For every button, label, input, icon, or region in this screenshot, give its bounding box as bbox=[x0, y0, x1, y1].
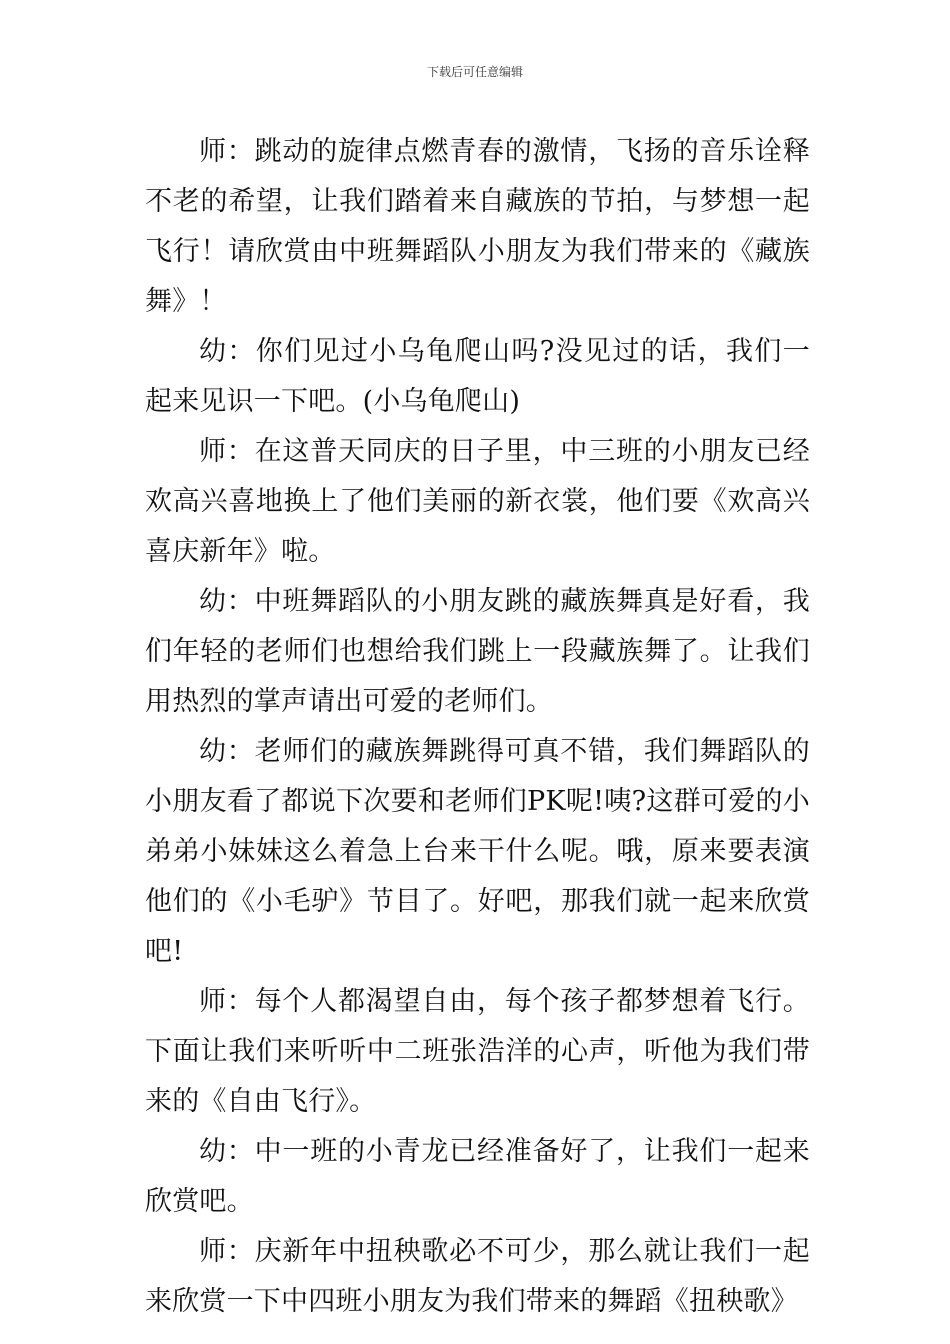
paragraph-7: 幼：中一班的小青龙已经准备好了，让我们一起来欣赏吧。 bbox=[145, 1136, 810, 1217]
paragraph-6: 师：每个人都渴望自由，每个孩子都梦想着飞行。下面让我们来听听中二班张浩洋的心声，听他为我们带来的《自由飞行》。 bbox=[145, 986, 810, 1117]
page-header: 下载后可任意编辑 bbox=[426, 65, 523, 79]
paragraph-4: 幼：中班舞蹈队的小朋友跳的藏族舞真是好看，我们年轻的老师们也想给我们跳上一段藏族舞了。让我们用热烈的掌声请出可爱的老师们。 bbox=[145, 586, 810, 717]
paragraph-8: 师：庆新年中扭秧歌必不可少，那么就让我们一起来欣赏一下中四班小朋友为我们带来的舞蹈《扭秧歌》 bbox=[145, 1236, 810, 1317]
paragraph-1: 师：跳动的旋律点燃青春的激情，飞扬的音乐诠释不老的希望，让我们踏着来自藏族的节拍，与梦想一起飞行！请欣赏由中班舞蹈队小朋友为我们带来的《藏族舞》！ bbox=[145, 136, 810, 317]
paragraph-2: 幼：你们见过小乌龟爬山吗?没见过的话，我们一起来见识一下吧。(小乌龟爬山) bbox=[145, 336, 810, 417]
paragraph-3: 师：在这普天同庆的日子里，中三班的小朋友已经欢高兴喜地换上了他们美丽的新衣裳，他们要《欢高兴喜庆新年》啦。 bbox=[145, 436, 810, 567]
document-body bbox=[145, 127, 810, 1327]
paragraph-5: 幼：老师们的藏族舞跳得可真不错，我们舞蹈队的小朋友看了都说下次要和老师们PK呢!咦?这群可爱的小弟弟小妹妹这么着急上台来干什么呢。哦，原来要表演他们的《小毛驴》节目了。好吧，那我们就一起来欣赏吧! bbox=[145, 736, 810, 967]
